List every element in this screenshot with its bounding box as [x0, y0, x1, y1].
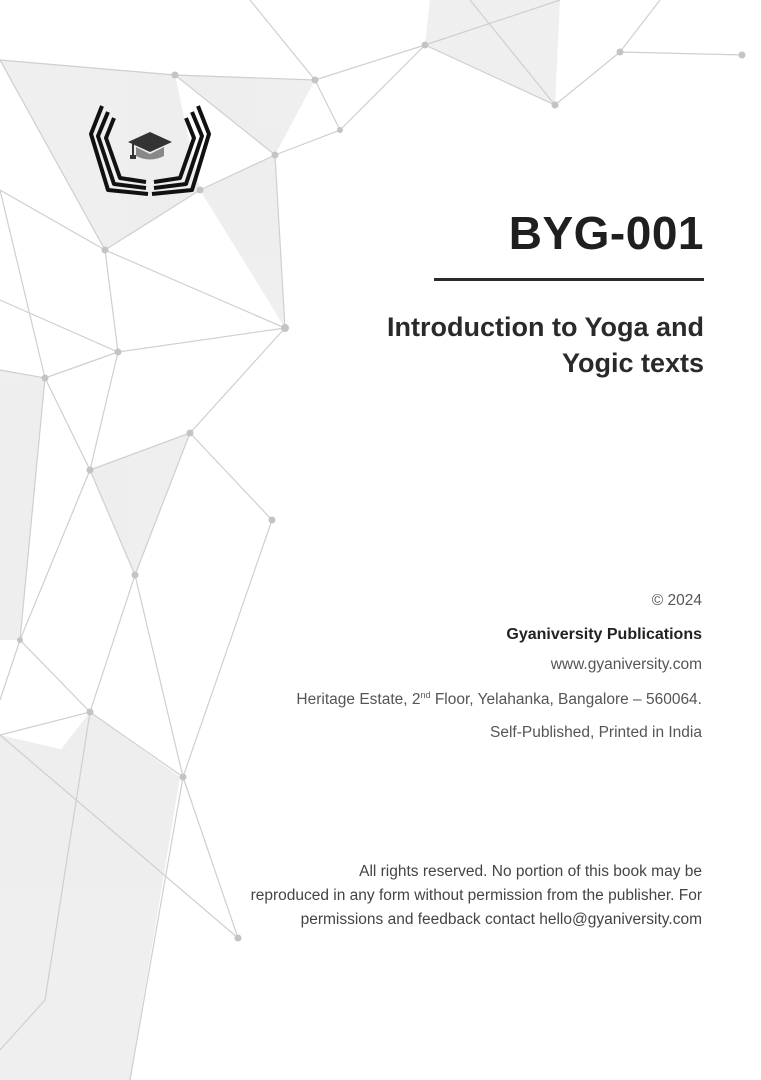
- copyright-year: © 2024: [651, 592, 702, 609]
- printing-note: Self-Published, Printed in India: [490, 724, 702, 741]
- book-title: [304, 309, 704, 381]
- address-part-2: Floor, Yelahanka, Bangalore – 560064.: [430, 691, 702, 709]
- rights-notice: [122, 860, 702, 932]
- book-title-line-2: Yogic texts: [561, 348, 704, 378]
- title-divider: [434, 278, 704, 281]
- rights-line-1: All rights reserved. No portion of this book may be: [359, 863, 702, 880]
- rights-line-3: permissions and feedback contact hello@gyaniversity.com: [300, 911, 702, 928]
- publisher-website: www.gyaniversity.com: [550, 656, 702, 673]
- course-code: BYG-001: [508, 207, 704, 259]
- publisher-name: Gyaniversity Publications: [506, 626, 702, 643]
- address-part-1: Heritage Estate, 2: [296, 691, 421, 709]
- book-title-line-1: Introduction to Yoga and: [387, 312, 704, 342]
- rights-line-2: reproduced in any form without permission from the publisher. For: [250, 887, 702, 904]
- publisher-address: [296, 690, 702, 709]
- address-ordinal-suffix: nd: [420, 690, 431, 700]
- book-graduation-cap-logo: [86, 100, 214, 196]
